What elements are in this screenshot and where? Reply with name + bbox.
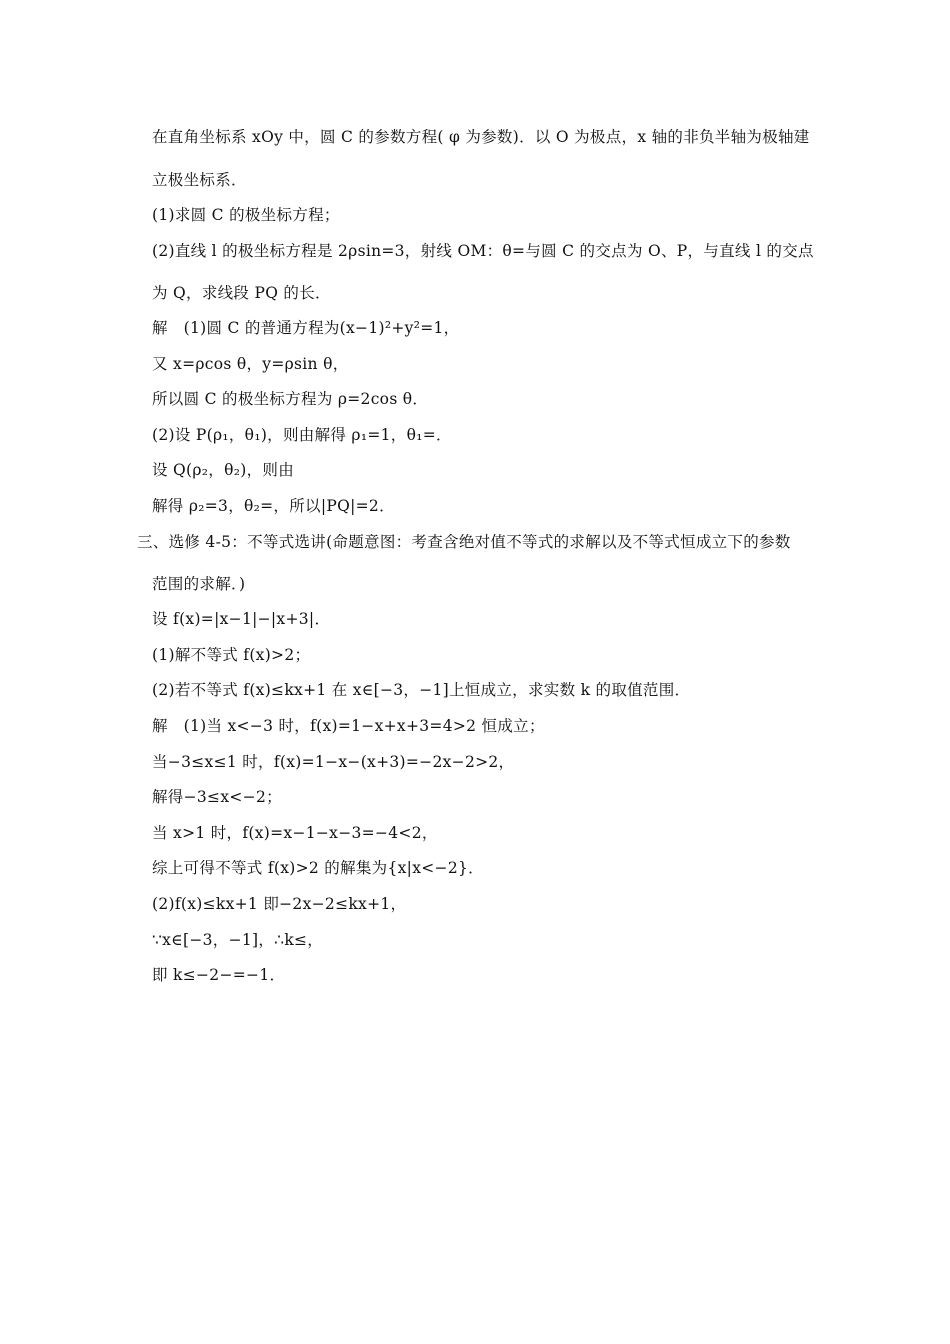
solution-2-line-3: 所以圆 C 的极坐标方程为 ρ=2cos θ．	[152, 390, 429, 408]
solution-3-line-3: 解得−3≤x<−2；	[152, 788, 282, 806]
solution-2-line-6: 解得 ρ₂=3，θ₂=，所以|PQ|=2．	[152, 497, 395, 515]
solution-2-line-5: 设 Q(ρ₂，θ₂)，则由	[152, 461, 295, 479]
solution-3-line-5: 综上可得不等式 f(x)>2 的解集为{x|x<−2}．	[152, 859, 484, 877]
solution-2-line-4: (2)设 P(ρ₁，θ₁)，则由解得 ρ₁=1，θ₁=．	[152, 426, 452, 444]
problem-3-part-1: (1)解不等式 f(x)>2；	[152, 646, 311, 664]
problem-3-part-2: (2)若不等式 f(x)≤kx+1 在 x∈[−3，−1]上恒成立，求实数 k 的取值范围．	[152, 681, 691, 699]
problem-3-statement: 设 f(x)=|x−1|−|x+3|．	[152, 610, 331, 628]
problem-2-statement-line-2: 立极坐标系．	[152, 171, 247, 189]
solution-3-line-1: 解 (1)当 x<−3 时，f(x)=1−x+x+3=4>2 恒成立；	[152, 717, 545, 735]
problem-2-part-2-line-1: (2)直线 l 的极坐标方程是 2ρsin=3，射线 OM：θ=与圆 C 的交点为 O、P，与直线 l 的交点	[152, 242, 814, 260]
solution-2-line-1: 解 (1)圆 C 的普通方程为(x−1)²+y²=1，	[152, 319, 460, 337]
solution-3-line-2: 当−3≤x≤1 时，f(x)=1−x−(x+3)=−2x−2>2，	[152, 753, 515, 771]
solution-3-line-8: 即 k≤−2−=−1．	[152, 966, 286, 984]
problem-2-part-2-line-2: 为 Q，求线段 PQ 的长．	[152, 284, 331, 302]
solution-3-line-7: ∵x∈[−3，−1]，∴k≤，	[152, 931, 324, 949]
problem-2-part-1: (1)求圆 C 的极坐标方程；	[152, 206, 340, 224]
solution-3-line-6: (2)f(x)≤kx+1 即−2x−2≤kx+1，	[152, 895, 407, 913]
problem-2-statement-line-1: 在直角坐标系 xOy 中，圆 C 的参数方程( φ 为参数)．以 O 为极点，x 轴的非负半轴为极轴建	[152, 128, 810, 146]
solution-3-line-4: 当 x>1 时，f(x)=x−1−x−3=−4<2，	[152, 824, 438, 842]
section-3-heading-line-2: 范围的求解．)	[152, 575, 246, 593]
solution-2-line-2: 又 x=ρcos θ，y=ρsin θ，	[152, 355, 349, 373]
section-3-heading-line-1: 三、选修 4-5：不等式选讲(命题意图：考查含绝对值不等式的求解以及不等式恒成立下的参数	[137, 533, 791, 551]
